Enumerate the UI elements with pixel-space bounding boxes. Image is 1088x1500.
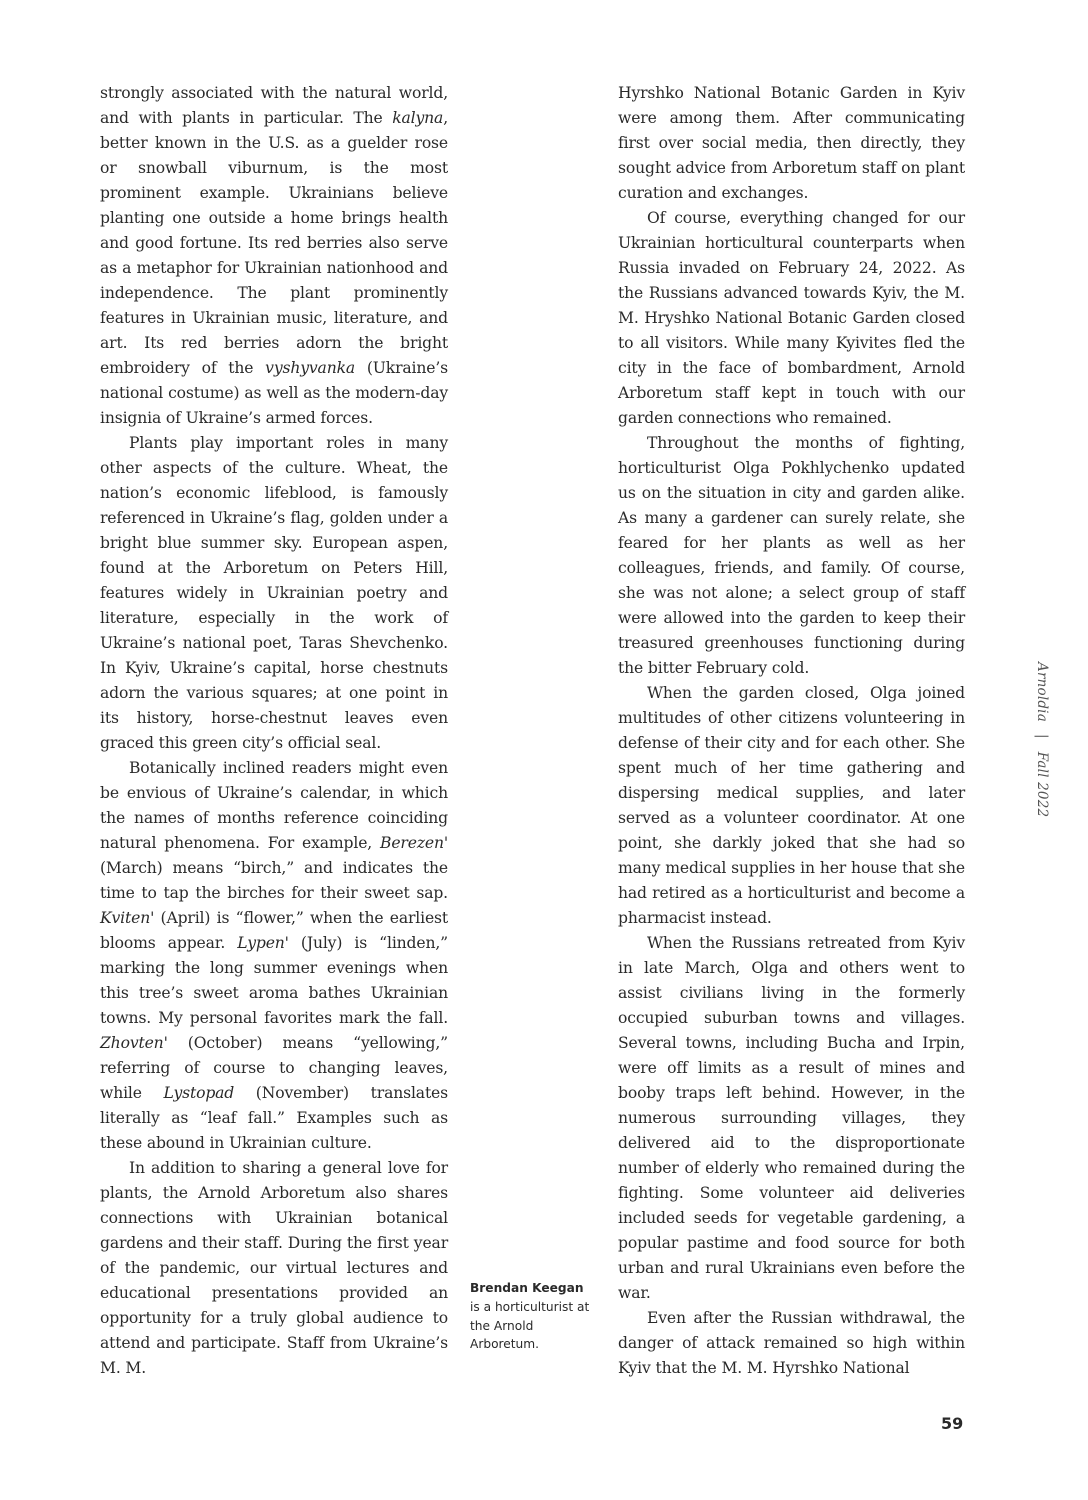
text-run: (November) translates literally as “leaf fall.” Examples such as these abound in Ukrainian culture.: [100, 1084, 448, 1152]
paragraph-connections: In addition to sharing a general love for plants, the Arnold Arboretum also shares connections with Ukrainian botanical gardens and their staff. During the first year of the pandemic, our virtual lectures and educational presentations provided an opportunity for a truly global audience to attend and participate. Staff from Ukraine’s M. M.: [100, 1159, 448, 1377]
article-column-right: [618, 81, 965, 1381]
paragraph-invasion: Of course, everything changed for our Ukrainian horticultural counterparts when Russia invaded on February 24, 2022. As the Russians advanced towards Kyiv, the M. M. Hryshko National Botanic Garden closed to all visitors. While many Kyivites fled the city in the face of bombardment, Arnold Arboretum staff kept in touch with our garden connections who remained.: [618, 209, 965, 427]
author-description: is a horticulturist at the Arnold Arboretum.: [470, 1299, 590, 1352]
text-run: (October) means “yellowing,” referring of course to changing leaves, while: [100, 1034, 448, 1102]
text-run: , better known in the U.S. as a guelder rose or snowball viburnum, is the most prominent example. Ukrainians believe planting one outside a home brings health and good fortune. Its red berries also serve as a metaphor for Ukrainian nationhood and independence. The plant prominently features in Ukrainian music, literature, and art. Its red berries adorn the bright embroidery of the: [100, 109, 448, 377]
text-run: (July) is “linden,” marking the long summer evenings when this tree’s sweet aroma bathes Ukrainian towns. My personal favorites mark the fall.: [100, 934, 448, 1027]
author-bio: [470, 1279, 600, 1354]
article-column-left: [100, 81, 448, 1381]
italic-term-berezen: Berezen': [380, 834, 448, 852]
page-number: 59: [941, 1414, 964, 1433]
text-run: (Ukraine’s national costume) as well as the modern-day insignia of Ukraine’s armed forces.: [100, 359, 448, 427]
text-run: (April) is “flower,” when the earliest blooms appear.: [100, 909, 448, 952]
paragraph-retreat: When the Russians retreated from Kyiv in late March, Olga and others went to assist civilians living in the formerly occupied suburban towns and villages. Several towns, including Bucha and Irpin, were off limits as a result of mines and booby traps left behind. However, in the numerous surrounding villages, they delivered aid to the disproportionate number of elderly who remained during the fighting. Some volunteer aid deliveries included seeds for vegetable gardening, a popular pastime and food source for both urban and rural Ukrainians even before the war.: [618, 934, 965, 1302]
paragraph-hryshko-staff: Hyrshko National Botanic Garden in Kyiv were among them. After communicating first over social media, then directly, they sought advice from Arboretum staff on plant curation and exchanges.: [618, 84, 965, 202]
issue-label: Fall 2022: [1034, 751, 1050, 818]
paragraph-withdrawal: Even after the Russian withdrawal, the danger of attack remained so high within Kyiv that the M. M. Hyrshko National: [618, 1309, 965, 1377]
italic-term-vyshyvanka: vyshyvanka: [265, 359, 356, 377]
paragraph-kalyna: [100, 81, 448, 431]
paragraph-volunteering: When the garden closed, Olga joined multitudes of other citizens volunteering in defense of their city and for each other. She spent much of her time gathering and dispersing medical supplies, and later served as a volunteer coordinator. At one point, she darkly joked that she had so many medical supplies in her house that she had retired as a horticulturist and become a pharmacist instead.: [618, 684, 965, 927]
italic-term-zhovten: Zhovten': [100, 1034, 168, 1052]
paragraph-calendar: [100, 756, 448, 1156]
italic-term-kviten: Kviten': [100, 909, 155, 927]
paragraph-plants-culture: Plants play important roles in many other aspects of the culture. Wheat, the nation’s economic lifeblood, is famously referenced in Ukraine’s flag, golden under a bright blue summer sky. European aspen, found at the Arboretum on Peters Hill, features widely in Ukrainian poetry and literature, especially in the work of Ukraine’s national poet, Taras Shevchenko. In Kyiv, Ukraine’s capital, horse chestnuts adorn the various squares; at one point in its history, horse-chestnut leaves even graced this green city’s official seal.: [100, 434, 448, 752]
running-head: [1034, 662, 1050, 817]
paragraph-fighting: Throughout the months of fighting, horticulturist Olga Pokhlychenko updated us on the situation in city and garden alike. As many a gardener can surely relate, she feared for her plants as well as her colleagues, friends, and family. Of course, she was not alone; a select group of staff were allowed into the garden to keep their treasured greenhouses functioning during the bitter February cold.: [618, 434, 965, 677]
italic-term-lypen: Lypen': [237, 934, 289, 952]
text-run: Botanically inclined readers might even be envious of Ukraine’s calendar, in which the names of months reference coinciding natural phenomena. For example,: [100, 759, 448, 852]
running-head-separator: |: [1034, 734, 1050, 740]
italic-term-lystopad: Lystopad: [163, 1084, 235, 1102]
author-name: Brendan Keegan: [470, 1281, 584, 1295]
publication-name: Arnoldia: [1034, 662, 1050, 722]
text-run: strongly associated with the natural world, and with plants in particular. The: [100, 84, 448, 127]
italic-term-kalyna: kalyna: [392, 109, 444, 127]
text-run: (March) means “birch,” and indicates the time to tap the birches for their sweet sap.: [100, 859, 448, 902]
